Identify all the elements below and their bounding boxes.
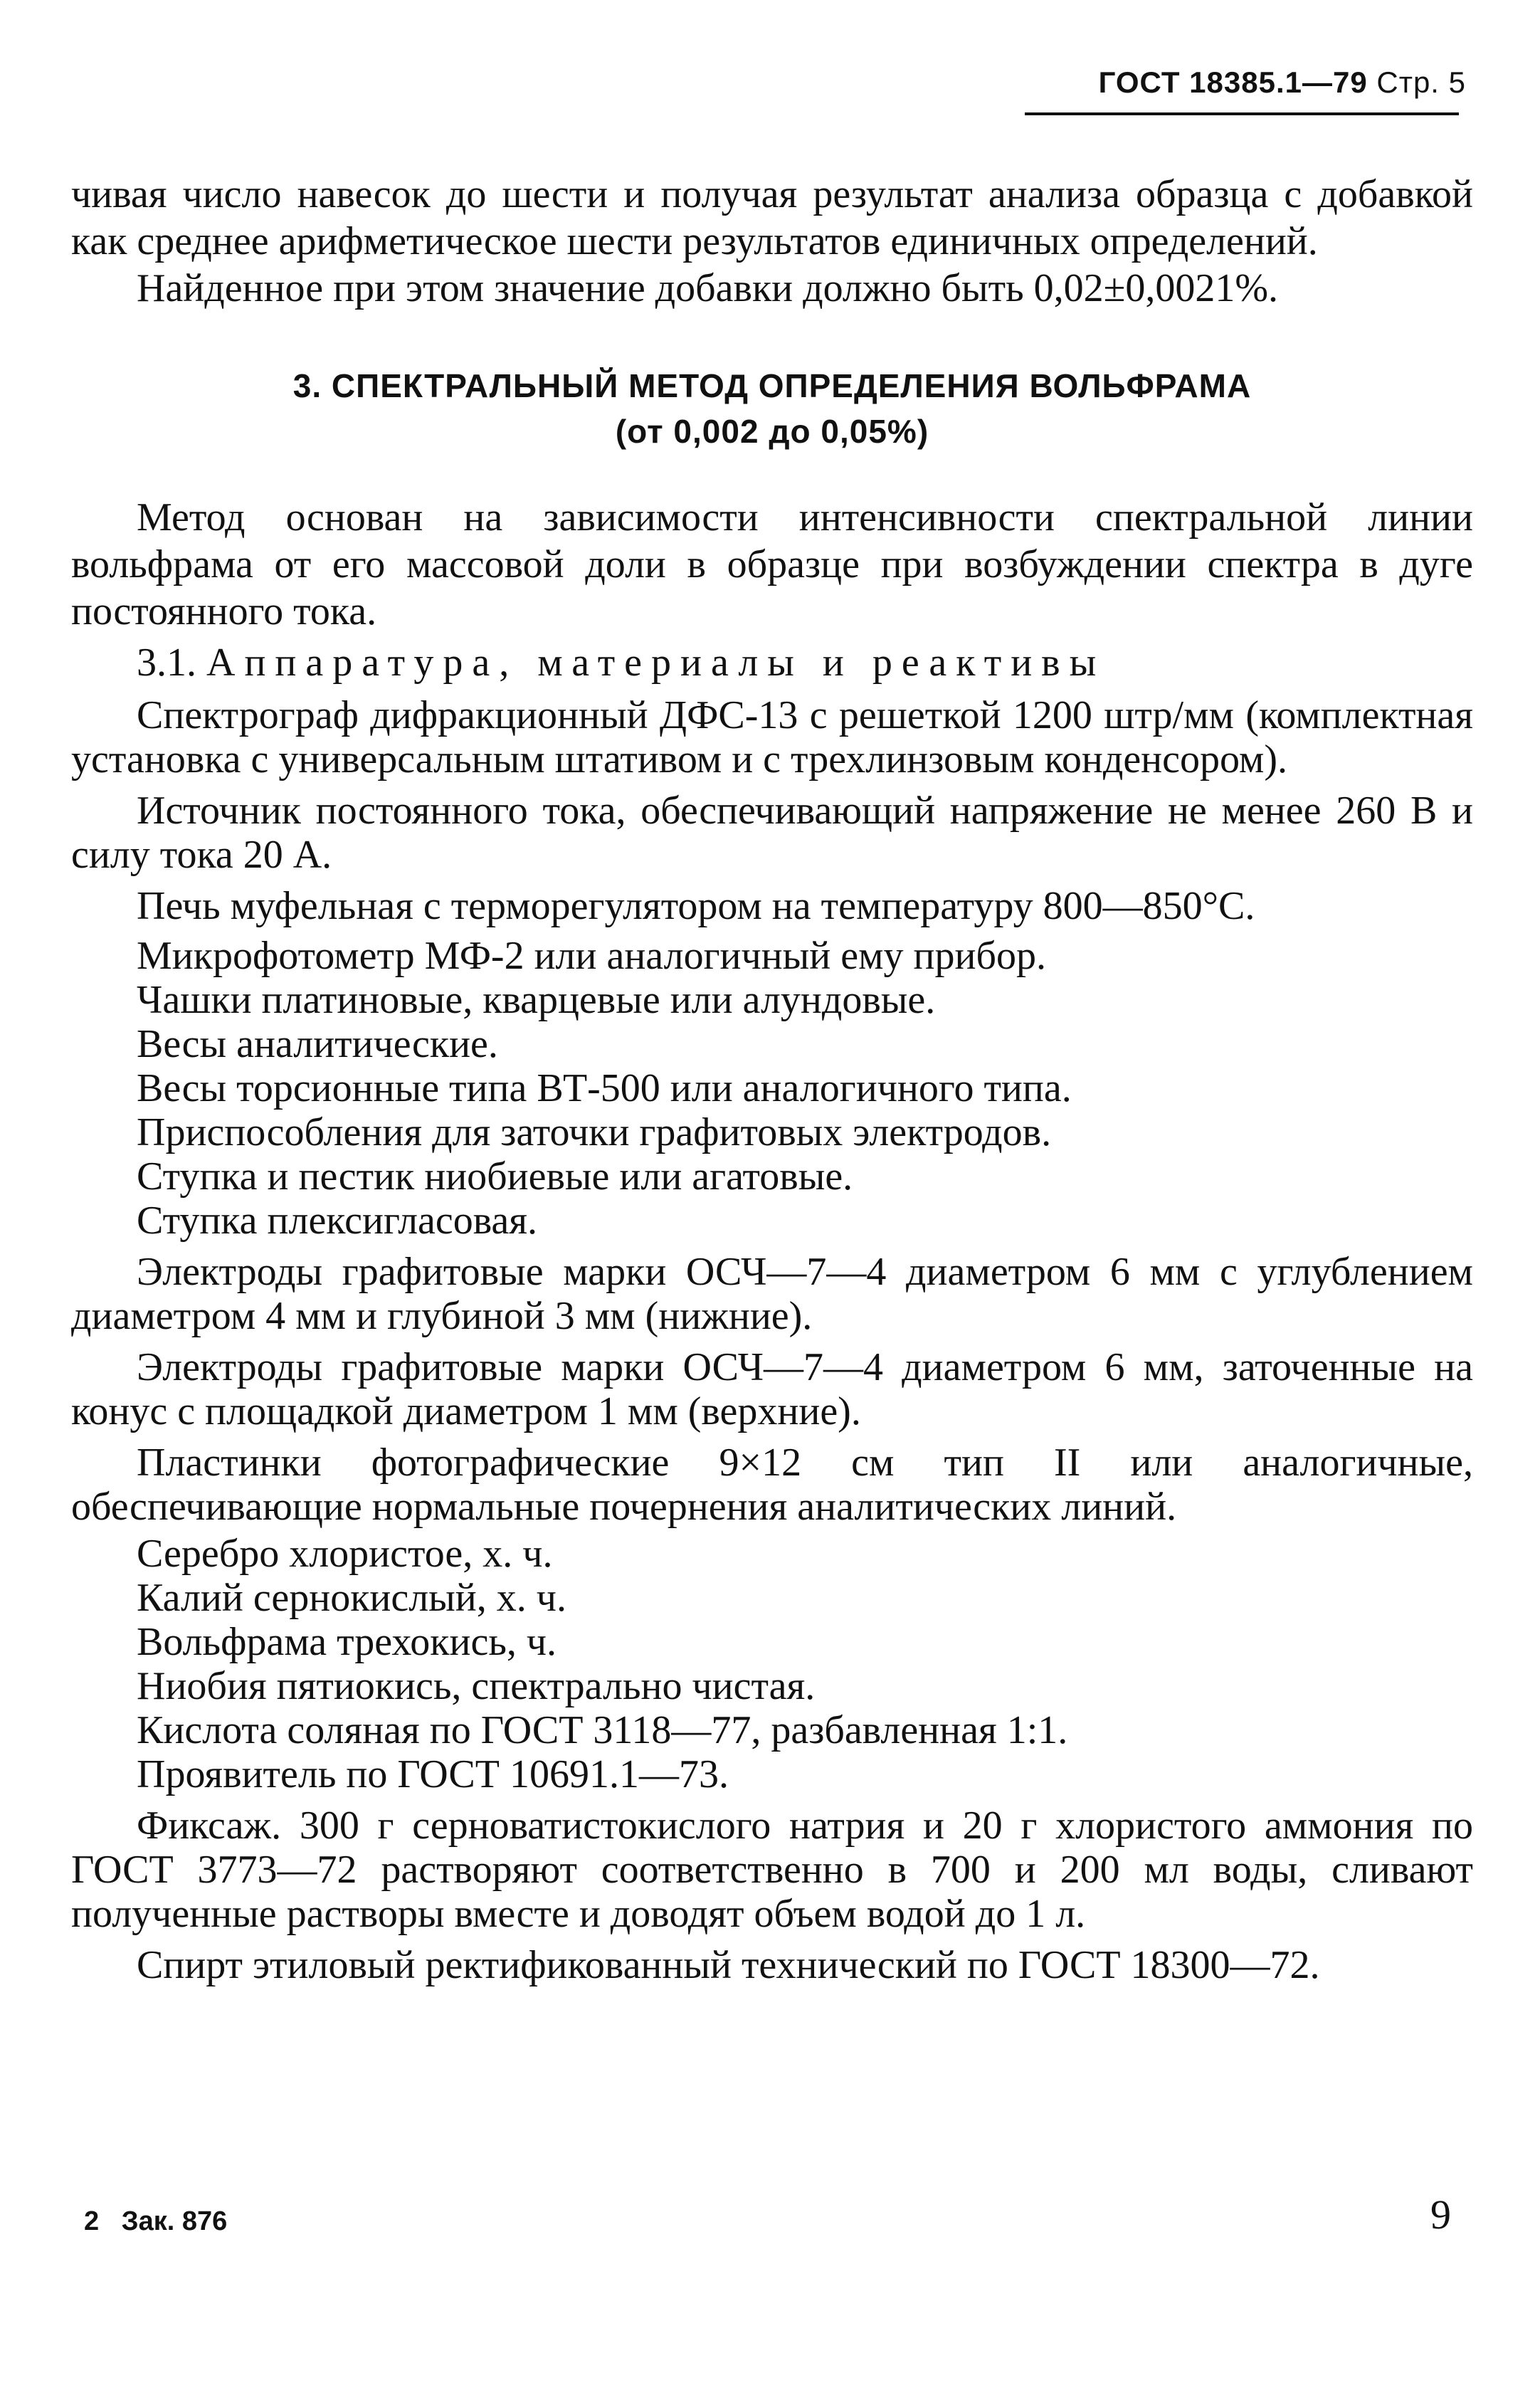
order-number: [84, 2206, 227, 2237]
list-item: Спирт этиловый ректификованный технический по ГОСТ 18300—72.: [137, 1943, 1320, 1987]
result-paragraph: Найденное при этом значение добавки должно быть 0,02±0,0021%.: [137, 266, 1279, 310]
order-text: 2 Зак. 876: [84, 2206, 228, 2236]
list-item: Кислота соляная по ГОСТ 3118—77, разбавленная 1:1.: [137, 1708, 1068, 1752]
list-item: Чашки платиновые, кварцевые или алундовые.: [137, 978, 936, 1022]
standard-number: ГОСТ 18385.1—79: [1098, 65, 1368, 99]
section-title: 3. СПЕКТРАЛЬНЫЙ МЕТОД ОПРЕДЕЛЕНИЯ ВОЛЬФРАМА: [292, 367, 1252, 404]
list-item: Источник постоянного тока, обеспечивающий напряжение не менее 260 В и силу тока 20 А.: [71, 789, 1473, 877]
list-item: Электроды графитовые марки ОСЧ—7—4 диаметром 6 мм с углублением диаметром 4 мм и глубиной 3 мм (нижние).: [71, 1250, 1473, 1338]
subsection-number: 3.1.: [137, 641, 196, 685]
section-heading: [71, 363, 1473, 454]
list-item: Ниобия пятиокись, спектрально чистая.: [137, 1664, 816, 1708]
continued-paragraph: чивая число навесок до шести и получая результат анализа образца с добавкой как среднее арифметическое шести результатов единичных определений.: [71, 172, 1473, 263]
page-label: Стр. 5: [1376, 65, 1466, 99]
list-item: Пластинки фотографические 9×12 см тип II или аналогичные, обеспечивающие нормальные почернения аналитических линий.: [71, 1441, 1473, 1529]
list-item: Проявитель по ГОСТ 10691.1—73.: [137, 1752, 729, 1796]
list-item: Спектрограф дифракционный ДФС-13 с решеткой 1200 штр/мм (комплектная установка с универсальным штативом и с трехлинзовым конденсором).: [71, 693, 1473, 781]
list-item: Электроды графитовые марки ОСЧ—7—4 диаметром 6 мм, заточенные на конус с площадкой диаметром 1 мм (верхние).: [71, 1345, 1473, 1433]
subsection-heading: [71, 639, 1473, 686]
list-item: Фиксаж. 300 г серноватистокислого натрия и 20 г хлористого аммония по ГОСТ 3773—72 растворяют соответственно в 700 и 200 мл воды, сливают полученные растворы вместе и доводят объем водой до 1 л.: [71, 1804, 1473, 1936]
list-item: Калий сернокислый, х. ч.: [137, 1576, 566, 1620]
header-rule: [1025, 112, 1459, 115]
page-body: [71, 171, 1473, 1990]
page-number: 9: [1430, 2191, 1451, 2238]
equipment-list: [71, 693, 1473, 1987]
list-item: Вольфрама трехокись, ч.: [137, 1620, 557, 1664]
list-item: Микрофотометр МФ-2 или аналогичный ему прибор.: [137, 934, 1046, 978]
subsection-title: Аппаратура, материалы и реактивы: [206, 641, 1106, 685]
list-item: Весы торсионные типа ВТ-500 или аналогичного типа.: [137, 1066, 1072, 1110]
list-item: Ступка и пестик ниобиевые или агатовые.: [137, 1154, 853, 1199]
list-item: Приспособления для заточки графитовых электродов.: [137, 1110, 1052, 1154]
list-item: Печь муфельная с терморегулятором на температуру 800—850°С.: [137, 884, 1255, 928]
list-item: Весы аналитические.: [137, 1022, 498, 1066]
list-item: Ступка плексигласовая.: [137, 1199, 538, 1243]
list-item: Серебро хлористое, х. ч.: [137, 1532, 553, 1576]
section-range: (от 0,002 до 0,05%): [615, 413, 929, 450]
method-description: Метод основан на зависимости интенсивности спектральной линии вольфрама от его массовой доли в образце при возбуждении спектра в дуге постоянного тока.: [71, 495, 1473, 633]
running-header: [982, 65, 1466, 100]
